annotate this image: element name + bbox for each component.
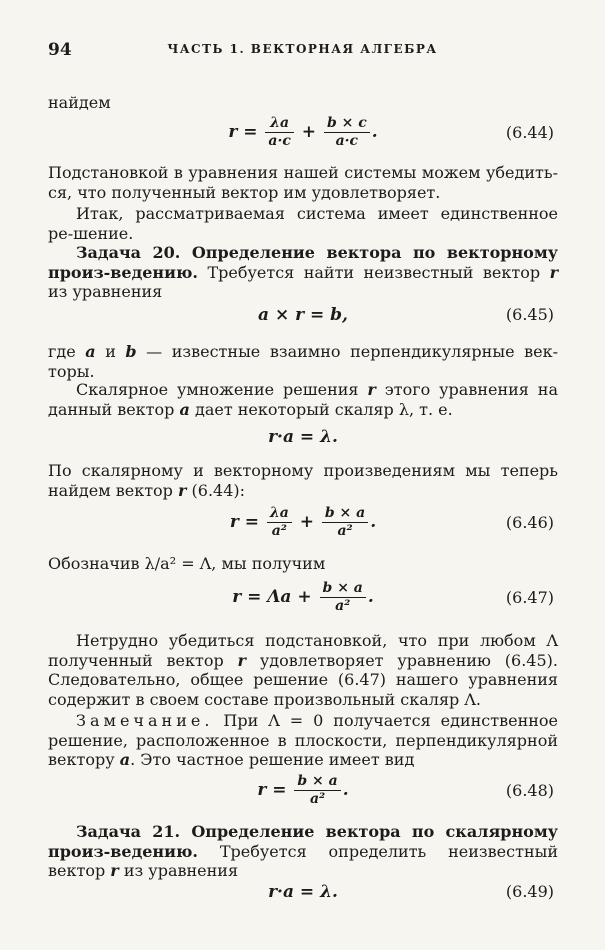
fraction <box>294 773 340 808</box>
plus-sign: + <box>299 512 314 532</box>
text-run: удовлетворяет уравнению (6.45). Следовательно, общее решение (6.47) нашего уравнения содержит в своем составе произвольный скаляр Λ. <box>48 650 558 709</box>
denominator: a² <box>309 791 326 807</box>
equation-6-49 <box>48 882 558 922</box>
denominator: a·c <box>268 133 291 149</box>
eq-lhs: r = <box>229 512 259 532</box>
math-symbol: r <box>110 861 119 880</box>
numerator: b × a <box>320 580 366 598</box>
page-number: 94 <box>48 40 72 60</box>
fraction <box>267 505 292 540</box>
paragraph-where <box>48 342 558 381</box>
text-run: дает некоторый скаляр λ, т. е. <box>189 399 453 419</box>
math-symbol: r <box>367 380 376 399</box>
denominator: a² <box>337 523 353 539</box>
fraction <box>320 580 366 615</box>
numerator: b × a <box>294 773 340 791</box>
equation-6-45 <box>48 305 558 345</box>
math-symbol: a <box>85 342 96 361</box>
text-run: Требуется найти неизвестный вектор <box>197 262 550 282</box>
equation-6-47 <box>48 580 558 620</box>
plus-sign: + <box>301 122 317 142</box>
text-run: По скалярному и векторному произведениям мы теперь найдем вектор <box>48 461 558 500</box>
eq-lhs: r = <box>257 780 287 800</box>
denominator: a² <box>271 523 287 539</box>
paragraph-denote: Обозначив λ/a² = Λ, мы получим <box>48 554 326 573</box>
eq-body: r·a = λ. <box>268 427 338 447</box>
math-symbol: r <box>237 650 246 670</box>
math-symbol: b <box>125 342 137 361</box>
text-run: При Λ = 0 получается единственное решение, расположенное в плоскости, перпендикулярной вектору <box>48 711 558 769</box>
numerator: λa <box>267 505 292 523</box>
text-run: Скалярное умножение решения <box>76 380 368 399</box>
paragraph-found: найдем <box>48 93 111 112</box>
math-symbol: a <box>179 399 190 419</box>
equation-number: (6.47) <box>505 588 554 607</box>
paragraph-remark <box>48 711 558 770</box>
numerator: b × a <box>322 505 368 523</box>
numerator: b × c <box>324 115 370 133</box>
task-20-title: Задача 20. Определение вектора по векторному произ-ведению. <box>48 243 558 282</box>
eq-end: . <box>342 780 349 800</box>
equation-6-44 <box>48 115 558 155</box>
paragraph-general-solution <box>48 631 558 709</box>
running-head: ЧАСТЬ 1. ВЕКТОРНАЯ АЛГЕБРА <box>167 42 438 56</box>
eq-lhs: r = <box>228 122 258 142</box>
paragraph-find-vector <box>48 461 558 500</box>
eq-body: a × r = b, <box>258 305 348 325</box>
denominator: a·c <box>335 133 359 149</box>
paragraph-unique-solution: Итак, рассматриваемая система имеет единственное ре-шение. <box>48 204 558 243</box>
text-run: (6.44): <box>186 480 246 500</box>
equation-6-46 <box>48 505 558 545</box>
equation-number: (6.44) <box>505 123 554 142</box>
eq-body: r·a = λ. <box>268 882 338 902</box>
math-symbol: r <box>178 480 187 500</box>
text-run: из уравнения <box>48 282 163 301</box>
equation-number: (6.48) <box>505 781 554 800</box>
math-symbol: r <box>549 262 558 282</box>
text-run: Требуется определить неизвестный вектор <box>48 841 558 880</box>
page-header <box>0 40 605 62</box>
text-run: этого уравнения на данный вектор <box>48 380 559 419</box>
fraction <box>265 115 293 150</box>
eq-end: . <box>371 122 378 142</box>
equation-number: (6.46) <box>505 513 554 532</box>
fraction <box>324 115 370 150</box>
text-run: Нетрудно убедиться подстановкой, что при любом Λ полученный вектор <box>48 631 558 670</box>
eq-lhs: r = Λa + <box>232 587 312 607</box>
task-21-statement <box>48 822 558 881</box>
eq-end: . <box>370 512 377 532</box>
equation-number: (6.49) <box>505 882 554 901</box>
task-21-title: Задача 21. Определение вектора по скалярному произ-ведению. <box>48 822 558 861</box>
paragraph-substitution: Подстановкой в уравнения нашей системы можем убедить-ся, что полученный вектор им удовлетворяет. <box>48 163 558 202</box>
task-20-statement <box>48 243 558 302</box>
text-run: из уравнения <box>118 861 239 880</box>
paragraph-scalar-product <box>48 380 558 419</box>
fraction <box>322 505 368 540</box>
remark-label: Замечание. <box>76 711 214 730</box>
denominator: a² <box>335 598 351 614</box>
eq-end: . <box>367 587 374 607</box>
text-run: — известные взаимно перпендикулярные век-торы. <box>48 342 558 381</box>
text-run: где <box>48 342 86 361</box>
text-run: . Это частное решение имеет вид <box>130 750 415 769</box>
numerator: λa <box>265 115 293 133</box>
equation-6-48 <box>48 773 558 813</box>
math-symbol: a <box>119 750 131 769</box>
equation-number: (6.45) <box>505 305 554 324</box>
text-run: и <box>95 342 126 361</box>
